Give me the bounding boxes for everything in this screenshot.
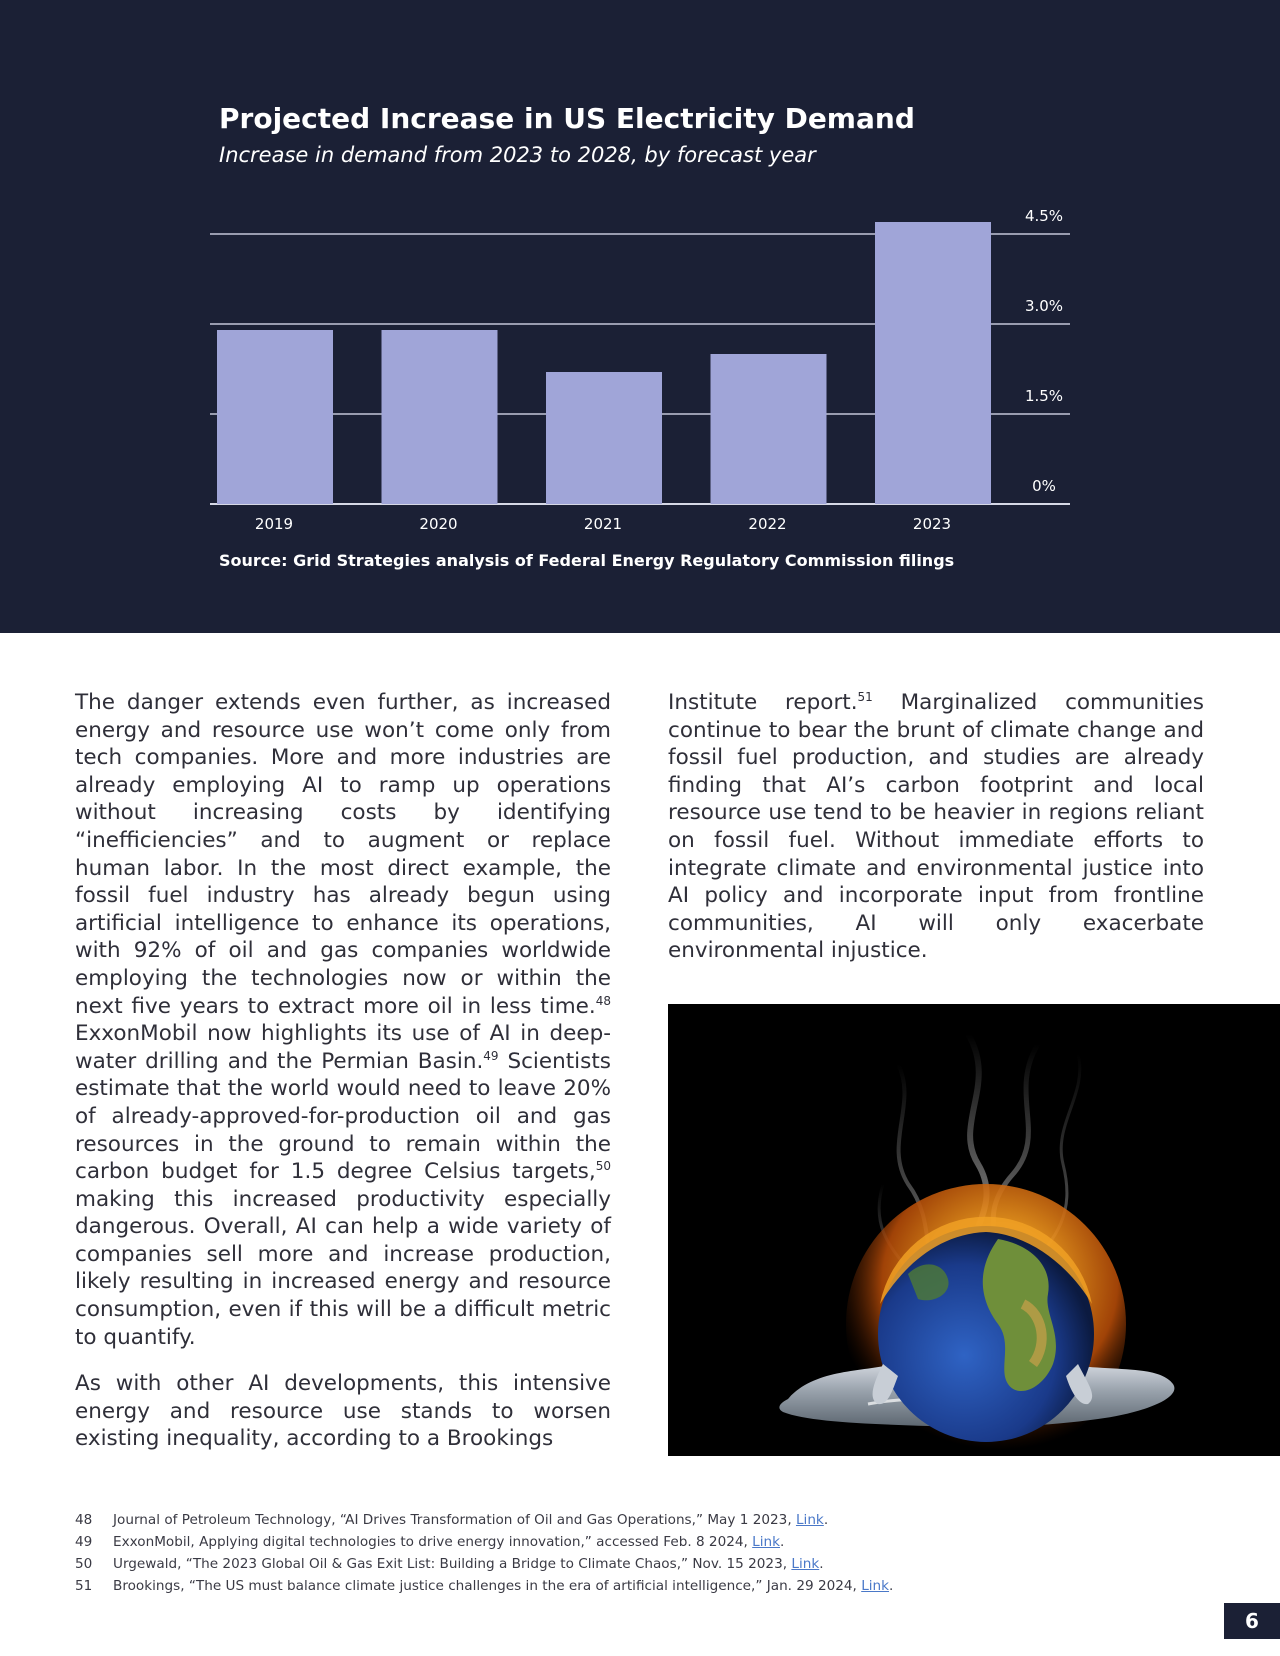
bar-2023	[875, 222, 991, 504]
footnote-number: 49	[75, 1534, 93, 1550]
footnote-item	[75, 1531, 1175, 1553]
x-tick-label: 2020	[419, 515, 458, 533]
y-tick-label: 0%	[1032, 477, 1056, 495]
y-tick-label: 1.5%	[1024, 387, 1064, 405]
chart-source: Source: Grid Strategies analysis of Federal Energy Regulatory Commission filings	[219, 551, 955, 570]
footnote-number: 51	[75, 1578, 93, 1594]
bar-2022	[711, 354, 827, 504]
paragraph-text: Institute report.	[668, 690, 858, 715]
paragraph-text: The danger extends even further, as increased energy and resource use won’t come only from tech companies. More and more industries are already employing AI to ramp up operations without increasing costs by identifying “inefficiencies” and to augment or replace human labor. In the most direct example, the fossil fuel industry has already begun using artificial intelligence to enhance its operations, with 92% of oil and gas companies worldwide employing the technologies now or within the next five years to extract more oil in less time.	[75, 690, 611, 1019]
footnote-item	[75, 1509, 1175, 1531]
footnotes	[75, 1509, 1175, 1597]
paragraph-text: making this increased productivity especially dangerous. Overall, AI can help a wide variety of companies sell more and increase production, likely resulting in increased energy and resource consumption, even if this will be a difficult metric to quantify.	[75, 1186, 611, 1350]
footnote-item	[75, 1553, 1175, 1575]
footnote-text: Urgewald, “The 2023 Global Oil & Gas Exit List: Building a Bridge to Climate Chaos,” Nov. 15 2023,	[113, 1556, 792, 1572]
bar-2019	[217, 330, 333, 504]
chart-panel	[0, 0, 1280, 633]
footnote-ref[interactable]: 48	[595, 993, 611, 1008]
footnote-number: 48	[75, 1512, 93, 1528]
footnote-link[interactable]: Link	[861, 1578, 890, 1594]
paragraph-text: ExxonMobil now highlights its use of AI in deep-water drilling and the Permian Basin.	[75, 1021, 611, 1074]
chart-subtitle: Increase in demand from 2023 to 2028, by forecast year	[219, 143, 816, 167]
footnote-number: 50	[75, 1556, 93, 1572]
footnote-end: .	[780, 1534, 785, 1550]
footnote-link[interactable]: Link	[752, 1534, 781, 1550]
footnote-item	[75, 1575, 1175, 1597]
y-tick-label: 3.0%	[1024, 297, 1064, 315]
footnote-ref[interactable]: 50	[595, 1158, 611, 1173]
x-tick-label: 2021	[583, 515, 623, 533]
footnote-text: ExxonMobil, Applying digital technologies to drive energy innovation,” accessed Feb. 8 2024,	[113, 1534, 753, 1550]
page-number: 6	[1224, 1603, 1280, 1639]
bar-2021	[546, 372, 662, 504]
y-tick-label: 4.5%	[1024, 207, 1064, 225]
paragraph: As with other AI developments, this intensive energy and resource use stands to worsen existing inequality, according to a Brookings	[75, 1371, 611, 1452]
x-tick-label: 2019	[254, 515, 294, 533]
footnote-ref[interactable]: 51	[857, 689, 873, 704]
bar-2020	[382, 330, 498, 504]
footnote-link[interactable]: Link	[791, 1556, 820, 1572]
footnote-end: .	[823, 1512, 829, 1528]
x-tick-label: 2022	[748, 515, 787, 533]
text-column-left	[75, 689, 611, 1453]
footnote-text: Journal of Petroleum Technology, “AI Drives Transformation of Oil and Gas Operations,” May 1 2023,	[113, 1512, 796, 1528]
footnote-link[interactable]: Link	[795, 1512, 824, 1528]
bars	[217, 222, 991, 504]
paragraph-text: Marginalized communities continue to bear the brunt of climate change and fossil fuel production, and studies are already finding that AI’s carbon footprint and local resource use tend to be heavier in regions reliant on fossil fuel. Without immediate efforts to integrate climate and environmental justice into AI policy and incorporate input from frontline communities, AI will only exacerbate environmental injustice.	[668, 690, 1204, 964]
chart-title: Projected Increase in US Electricity Demand	[219, 102, 915, 135]
paragraph-text: Scientists estimate that the world would need to leave 20% of already-approved-for-production oil and gas resources in the ground to remain within the carbon budget for 1.5 degree Celsius targets,	[75, 1048, 611, 1185]
x-tick-label: 2023	[912, 515, 952, 533]
footnote-end: .	[819, 1556, 824, 1572]
bar-chart	[0, 0, 1280, 633]
x-tick-labels	[255, 515, 951, 533]
y-tick-labels	[1025, 207, 1063, 495]
footnote-end: .	[889, 1578, 894, 1594]
paragraph	[668, 689, 1204, 965]
melting-earth-illustration	[668, 1004, 1280, 1456]
text-column-right	[668, 689, 1204, 965]
melting-earth-image	[668, 1004, 1280, 1456]
footnote-ref[interactable]: 49	[483, 1048, 499, 1063]
footnote-text: Brookings, “The US must balance climate justice challenges in the era of artificial intelligence,” Jan. 29 2024,	[113, 1578, 862, 1594]
paragraph	[75, 689, 611, 1351]
